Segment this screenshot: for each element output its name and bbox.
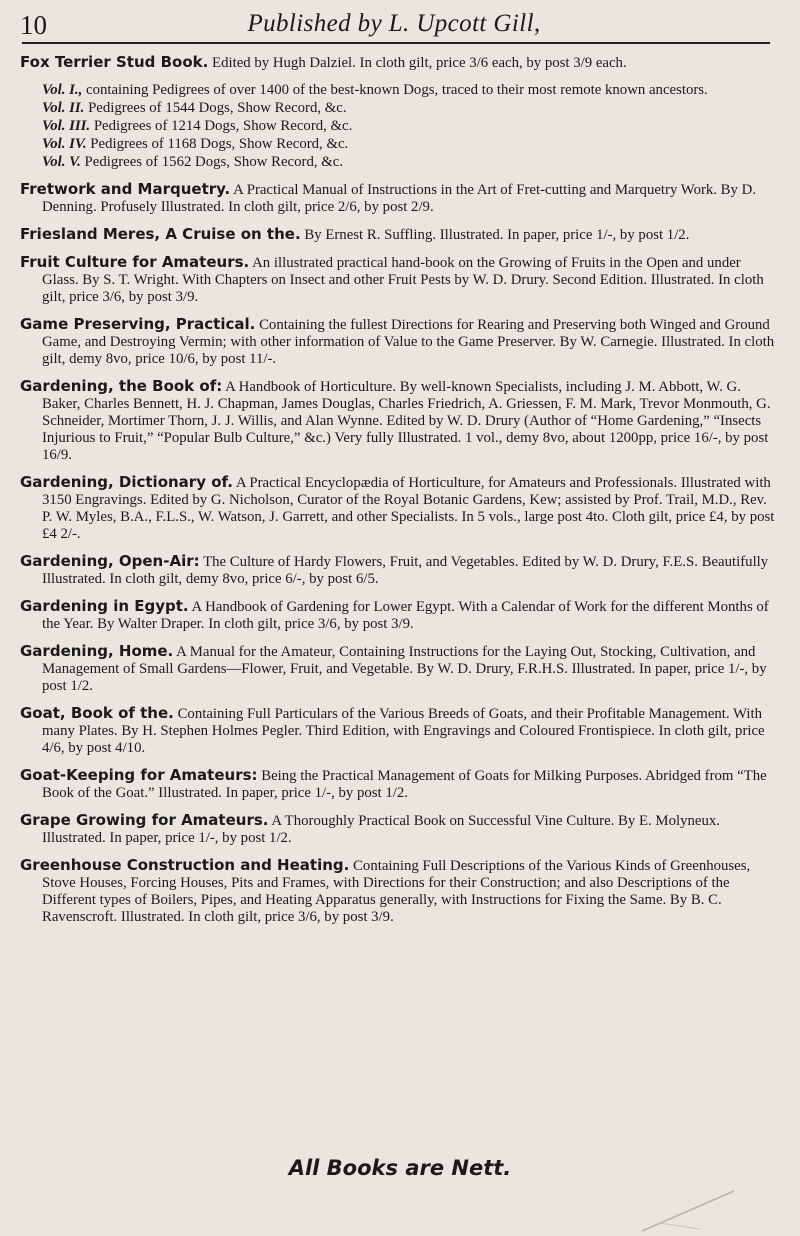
volume-text: Pedigrees of 1562 Dogs, Show Record, &c. [84,154,344,170]
entry-title: Fruit Culture for Amateurs. [20,253,250,271]
catalogue-entries [20,54,780,936]
entry-text: A Thoroughly Practical Book on Successful Vine Culture. By E. Molyneux. Illustrated. In paper, price 1/-, by post 1/2. [42,813,720,846]
catalogue-entry [20,378,780,464]
catalogue-entry [20,812,780,847]
volume-line [42,118,780,135]
volume-text: Pedigrees of 1168 Dogs, Show Record, &c. [90,136,349,152]
entry-text: Being the Practical Management of Goats for Milking Purposes. Abridged from “The Book of the Goat.” Illustrated. In paper, price 1/-, by post 1/2. [42,768,767,801]
volume-label: Vol. II. [42,100,85,116]
entry-text: A Practical Manual of Instructions in the Art of Fret-cutting and Marquetry Work. By D. Denning. Profusely Illustrated. In cloth gilt, price 2/6, by post 2/9. [42,182,757,215]
volume-line [42,82,780,99]
volume-line [42,136,780,153]
catalogue-entry [20,226,780,244]
entry-text: A Manual for the Amateur, Containing Instructions for the Laying Out, Stocking, Cultivation, and Management of Small Gardens—Flower, Fruit, and Vegetable. By W. D. Drury, F.R.H.S. Illustrated. In paper, price 1/-, by post 1/2. [42,644,767,694]
entry-title: Friesland Meres, A Cruise on the. [20,225,301,243]
catalogue-entry [20,54,780,72]
entry-title: Greenhouse Construction and Heating. [20,856,350,874]
volume-text: Pedigrees of 1214 Dogs, Show Record, &c. [93,118,353,134]
entry-text: A Practical Encyclopædia of Horticulture, for Amateurs and Professionals. Illustrated with 3150 Engravings. Edited by G. Nicholson, Curator of the Royal Botanic Gardens, Kew; assisted by Prof. Trail, M.D., Rev. P. W. Myles, B.A., F.L.S., W. Watson, J. Garrett, and other Specialists. In 5 vols., large post 4to. Cloth gilt, price £4, by post £4 2/-. [42,475,775,542]
catalogue-entry [20,181,780,216]
entry-text: Containing Full Descriptions of the Various Kinds of Greenhouses, Stove Houses, Forcing Houses, Pits and Frames, with Directions for their Construction; and also Descriptions of the Different types of Boilers, Pipes, and Heating Apparatus generally, with Instructions for Fixing the Same. By B. C. Ravenscroft. Illustrated. In cloth gilt, price 3/6, by post 3/9. [42,858,751,925]
volume-text: containing Pedigrees of over 1400 of the best-known Dogs, traced to their most remote known ancestors. [86,82,708,98]
catalogue-entry [20,474,780,543]
volume-line [42,154,780,171]
catalogue-entry [20,767,780,802]
catalogue-entry [20,254,780,306]
footer-note: All Books are Nett. [288,1156,512,1180]
volume-text: Pedigrees of 1544 Dogs, Show Record, &c. [88,100,347,116]
entry-text: Containing Full Particulars of the Various Breeds of Goats, and their Profitable Management. With many Plates. By H. Stephen Holmes Pegler. Third Edition, with Engravings and Coloured Frontispiece. In cloth gilt, price 4/6, by post 4/10. [42,706,765,756]
running-title: Published by L. Upcott Gill, [247,10,541,37]
entry-title: Gardening in Egypt. [20,597,189,615]
entry-title: Gardening, Home. [20,642,174,660]
entry-text: A Handbook of Gardening for Lower Egypt. With a Calendar of Work for the different Months of the Year. By Walter Draper. In cloth gilt, price 3/6, by post 3/9. [42,599,769,632]
volume-label: Vol. IV. [42,136,87,152]
catalogue-entry [20,857,780,926]
entry-title: Fretwork and Marquetry. [20,180,231,198]
entry-text: Containing the fullest Directions for Rearing and Preserving both Winged and Ground Game, and Destroying Vermin; with other information of Value to the Game Preserver. By W. Carnegie. Illustrated. In cloth gilt, demy 8vo, price 10/6, by post 11/-. [42,317,775,367]
corner-crease-mark [640,1183,736,1233]
entry-title: Gardening, Dictionary of. [20,473,233,491]
entry-text: An illustrated practical hand-book on the Growing of Fruits in the Open and under Glass. By S. T. Wright. With Chapters on Insect and other Fruit Pests by W. D. Drury. Second Edition. Illustrated. In cloth gilt, price 3/6, by post 3/9. [42,255,764,305]
entry-title: Goat, Book of the. [20,704,174,722]
header-rule [22,42,770,44]
catalogue-entry [20,643,780,695]
volume-label: Vol. V. [42,154,81,170]
volume-label: Vol. III. [42,118,91,134]
entry-title: Grape Growing for Amateurs. [20,811,269,829]
entry-title: Gardening, the Book of: [20,377,223,395]
volume-line [42,100,780,117]
catalogue-entry [20,598,780,633]
entry-text: A Handbook of Horticulture. By well-known Specialists, including J. M. Abbott, W. G. Baker, Charles Bennett, H. J. Chapman, James Douglas, Charles Friedrich, A. Griessen, F. M. Mark, Trevor Monmouth, G. Schneider, Mortimer Thorn, J. J. Willis, and Alan Wynne. Edited by W. D. Drury (Author of “Home Gardening,” “Insects Injurious to Fruit,” “Popular Bulb Culture,” &c.) Very fully Illustrated. 1 vol., demy 8vo, about 1200pp, price 16/-, by post 16/9. [42,379,771,463]
entry-text: The Culture of Hardy Flowers, Fruit, and Vegetables. Edited by W. D. Drury, F.E.S. Beautifully Illustrated. In cloth gilt, demy 8vo, price 6/-, by post 6/5. [42,554,769,587]
entry-text: By Ernest R. Suffling. Illustrated. In paper, price 1/-, by post 1/2. [304,227,690,243]
page-header [20,10,768,44]
entry-title: Game Preserving, Practical. [20,315,256,333]
entry-title: Goat-Keeping for Amateurs: [20,766,258,784]
catalogue-entry [20,553,780,588]
catalogue-entry [20,705,780,757]
entry-text: Edited by Hugh Dalziel. In cloth gilt, price 3/6 each, by post 3/9 each. [212,55,627,71]
volume-label: Vol. I., [42,82,83,98]
catalogue-entry [20,316,780,368]
entry-title: Fox Terrier Stud Book. [20,53,209,71]
entry-title: Gardening, Open-Air: [20,552,200,570]
page-number: 10 [20,10,47,40]
